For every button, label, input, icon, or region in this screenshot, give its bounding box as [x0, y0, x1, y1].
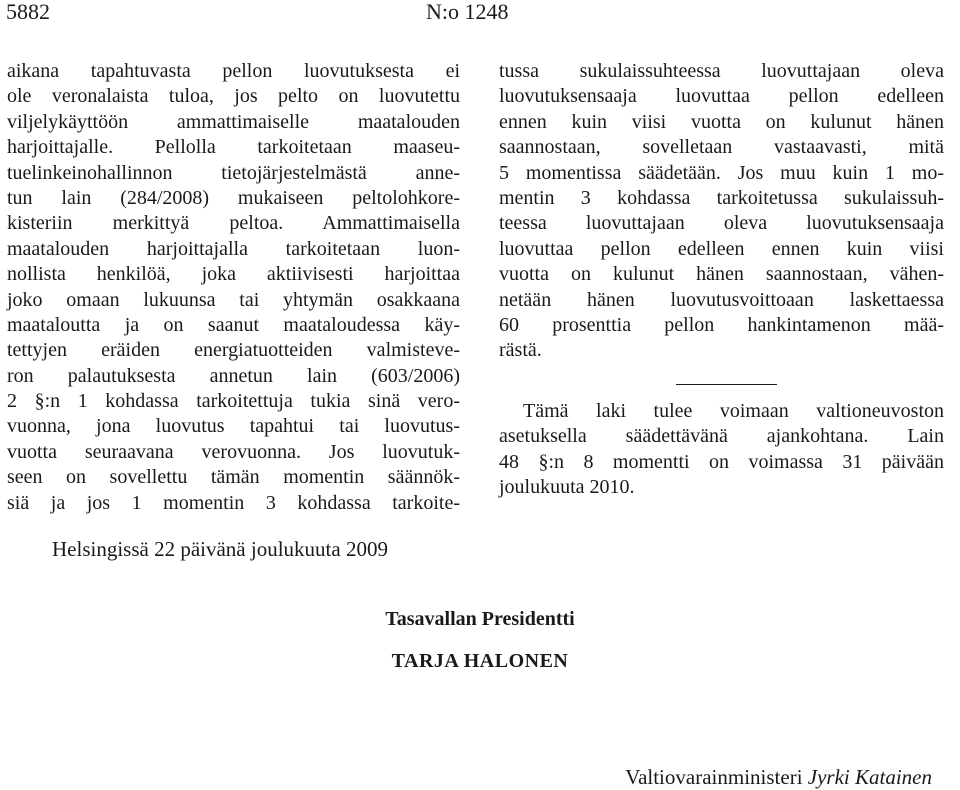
countersignature: [625, 764, 932, 790]
text-line: vuonna, jona luovutus tapahtui tai luovutus-: [7, 415, 460, 438]
text-line: rästä.: [499, 339, 542, 362]
page-number: 5882: [6, 0, 50, 24]
left-column: [7, 59, 460, 516]
text-line: tun lain (284/2008) mukaiseen peltolohkore-: [7, 186, 460, 209]
text-line: ron palautuksesta annetun lain (603/2006): [7, 364, 460, 387]
text-line: siä ja jos 1 momentin 3 kohdassa tarkoite-: [7, 491, 460, 514]
text-line: 60 prosenttia pellon hankintamenon mää-: [499, 313, 944, 336]
text-line: tussa sukulaissuhteessa luovuttajaan oleva: [499, 60, 944, 82]
text-line: vuotta on kulunut hänen saannostaan, vähen-: [499, 263, 944, 286]
text-line: ennen kuin viisi vuotta on kulunut hänen: [499, 110, 944, 133]
page-header: [0, 0, 960, 30]
text-line: 48 §:n 8 momentti on voimassa 31 päivään: [499, 450, 944, 473]
text-line: tuelinkeinohallinnon tietojärjestelmästä anne-: [7, 161, 460, 184]
text-line: joko omaan lukuunsa tai yhtymän osakkaana: [7, 288, 460, 311]
text-line: maatalouden harjoittajalla tarkoitetaan luon-: [7, 237, 460, 260]
text-line: tettyjen eräiden energiatuotteiden valmisteve-: [7, 339, 460, 362]
issue-number: N:o 1248: [426, 0, 509, 24]
text-line: luovuttaa pellon edelleen ennen kuin viisi: [499, 237, 944, 260]
place-and-date: Helsingissä 22 päivänä joulukuuta 2009: [52, 537, 388, 561]
text-line: joulukuuta 2010.: [499, 476, 635, 499]
text-line: seen on sovellettu tämän momentin säännök-: [7, 466, 460, 489]
text-line: 5 momentissa säädetään. Jos muu kuin 1 mo-: [499, 161, 944, 184]
text-line: netään hänen luovutusvoittoaan laskettaessa: [499, 288, 944, 311]
text-line: ole veronalaista tuloa, jos pelto on luovutettu: [7, 85, 460, 108]
text-line: mentin 3 kohdassa tarkoitetussa sukulaissuh-: [499, 186, 944, 209]
text-line: saannostaan, sovelletaan vastaavasti, mitä: [499, 136, 944, 159]
text-line: maataloutta ja on saanut maataloudessa käy-: [7, 313, 460, 336]
signatory-name: TARJA HALONEN: [391, 650, 569, 672]
text-line: teessa luovuttajaan oleva luovutuksensaaja: [499, 212, 944, 235]
minister-name: Jyrki Katainen: [807, 765, 932, 789]
section-divider: [676, 384, 777, 385]
text-line: nollista henkilöä, joka aktiivisesti harjoittaa: [7, 263, 460, 286]
text-line: 2 §:n 1 kohdassa tarkoitettuja tukia sinä vero-: [7, 390, 460, 413]
text-line: aikana tapahtuvasta pellon luovutuksesta ei: [7, 60, 460, 82]
entry-into-force-paragraph: [499, 399, 944, 501]
text-line: viljelykäyttöön ammattimaiselle maatalouden: [7, 110, 460, 133]
right-column: [499, 59, 944, 364]
text-line: Tämä laki tulee voimaan valtioneuvoston: [523, 400, 944, 422]
text-line: kisteriin merkittyä peltoa. Ammattimaisella: [7, 212, 460, 235]
text-line: asetuksella säädettävänä ajankohtana. Lain: [499, 425, 944, 448]
minister-role: Valtiovarainministeri: [625, 765, 803, 789]
text-line: harjoittajalle. Pellolla tarkoitetaan maaseu-: [7, 136, 460, 159]
text-line: luovutuksensaaja luovuttaa pellon edelleen: [499, 85, 944, 108]
signatory-title: Tasavallan Presidentti: [385, 608, 575, 630]
text-line: vuotta seuraavana verovuonna. Jos luovutuk-: [7, 440, 460, 463]
